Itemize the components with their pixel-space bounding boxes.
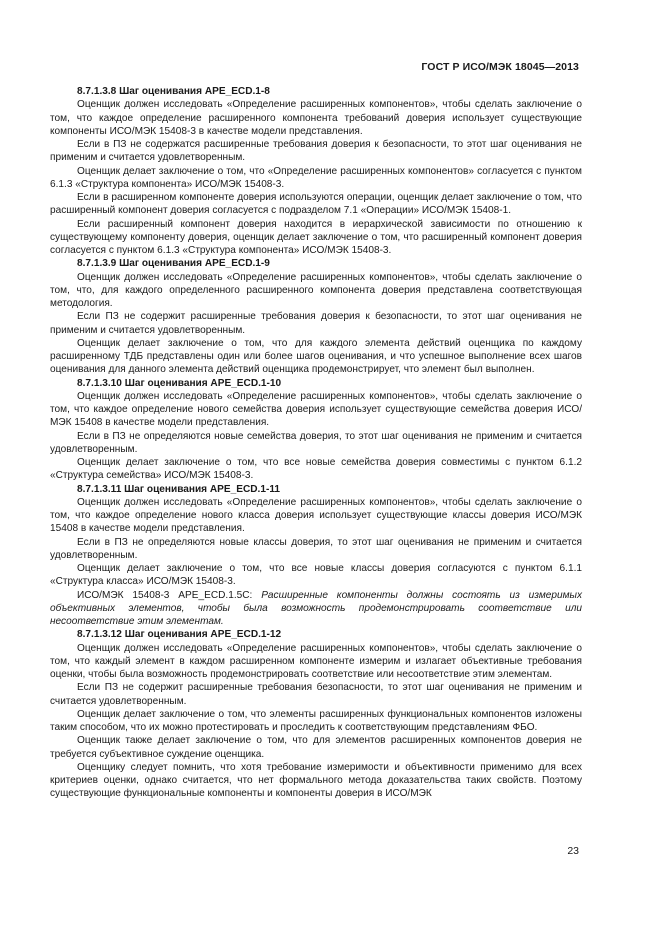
paragraph: Оценщик должен исследовать «Определение расширенных компонентов», чтобы сделать заключение о том, что каждое определение нового семейства доверия использует существующие семейства доверия ИСО/МЭК 15408 в качестве модели представления.: [50, 390, 582, 429]
paragraph: Если в ПЗ не содержатся расширенные требования доверия к безопасности, то этот шаг оценивания не применим и считается удовлетворенным.: [50, 139, 582, 164]
section-heading: 8.7.1.3.9 Шаг оценивания APE_ECD.1-9: [77, 258, 270, 270]
requirement-note: [50, 589, 582, 629]
paragraph: Если в ПЗ не определяются новые классы доверия, то этот шаг оценивания не применим и считается удовлетворенным.: [50, 536, 582, 561]
paragraph: Если ПЗ не содержит расширенные требования безопасности, то этот шаг оценивания не применим и считается удовлетворенным.: [50, 682, 582, 707]
paragraph: Оценщик должен исследовать «Определение расширенных компонентов», чтобы сделать заключение о том, что каждое определение нового класса доверия использует существующие классы доверия ИСО/МЭК 15408 в качестве модели представления.: [50, 496, 582, 535]
section-heading: 8.7.1.3.8 Шаг оценивания APE_ECD.1-8: [77, 86, 270, 97]
paragraph: Оценщик делает заключение о том, что «Определение расширенных компонентов» согласуется с пунктом 6.1.3 «Структура компонента» ИСО/МЭК 15408-3.: [50, 165, 582, 190]
paragraph: Оценщик делает заключение о том, что для каждого элемента действий оценщика по каждому расширенному ТДБ представлены один или более шагов оценивания, и что успешное выполнение всех шагов оценивания для данного элемента действий оценщика продемонстрирует, что элемент был выполнен.: [50, 337, 582, 376]
paragraph: Оценщик должен исследовать «Определение расширенных компонентов», чтобы сделать заключение о том, что каждый элемент в каждом расширенном компоненте измерим и излагает объективные требования оценки, чтобы была возможность продемонстрировать соответствие или несоответствие этим элементам.: [50, 642, 582, 680]
paragraph: Оценщик должен исследовать «Определение расширенных компонентов», чтобы сделать заключение о том, что каждое определение расширенного компонента требований доверия использует существующие компоненты ИСО/МЭК 15408-3 в качестве модели представления.: [50, 99, 582, 137]
paragraph: Если ПЗ не содержит расширенные требования доверия к безопасности, то этот шаг оценивания не применим и считается удовлетворенным.: [50, 311, 582, 336]
paragraph: Если в расширенном компоненте доверия используются операции, оценщик делает заключение о том, что расширенный компонент доверия согласуется с подразделом 7.1 «Операции» ИСО/МЭК 15408-1.: [50, 192, 582, 217]
requirement-note-text: Расширенные компоненты должны состоять из измеримых объективных элементов, чтобы была возможность продемонстрировать соответствие или несоответствие этим элементам.: [50, 589, 582, 627]
section-heading: 8.7.1.3.11 Шаг оценивания APE_ECD.1-11: [77, 483, 281, 495]
paragraph: Если расширенный компонент доверия находится в иерархической зависимости по отношению к существующему компоненту доверия, оценщик делает заключение о том, что расширенный компонент доверия согласуется с пунктом 6.1.3 «Структура компонента» ИСО/МЭК 15408-3.: [50, 218, 582, 256]
paragraph: Оценщик должен исследовать «Определение расширенных компонентов», чтобы сделать заключение о том, что, для каждого определенного расширенного компонента доверия представлена соответствующая методология.: [50, 271, 582, 309]
paragraph: Оценщику следует помнить, что хотя требование измеримости и объективности применимо для всех критериев оценки, однако считается, что нет формального метода доказательства таких свойств. Поэтому существующие функциональные компоненты и компоненты доверия в ИСО/МЭК: [50, 761, 582, 800]
requirement-note-ref: ИСО/МЭК 15408-3 APE_ECD.1.5C:: [77, 589, 262, 601]
page-number: 23: [567, 845, 579, 857]
paragraph: Если в ПЗ не определяются новые семейства доверия, то этот шаг оценивания не применим и считается удовлетворенным.: [50, 430, 582, 455]
paragraph: Оценщик делает заключение о том, что все новые семейства доверия совместимы с пунктом 6.1.2 «Структура семейства» ИСО/МЭК 15408-3.: [50, 457, 582, 482]
paragraph: Оценщик также делает заключение о том, что для элементов расширенных компонентов доверия не требуется субъективное суждение оценщика.: [50, 735, 582, 760]
section-heading: 8.7.1.3.10 Шаг оценивания APE_ECD.1-10: [77, 377, 282, 389]
running-header: ГОСТ Р ИСО/МЭК 18045—2013: [421, 61, 579, 73]
paragraph: Оценщик делает заключение о том, что все новые классы доверия согласуются с пунктом 6.1.1 «Структура класса» ИСО/МЭК 15408-3.: [50, 563, 582, 588]
section-heading: 8.7.1.3.12 Шаг оценивания APE_ECD.1-12: [77, 629, 282, 641]
page-body: [50, 85, 582, 801]
paragraph: Оценщик делает заключение о том, что элементы расширенных функциональных компонентов изложены таким способом, что их можно протестировать и проследить к соответствующим представлениям ФБО.: [50, 708, 582, 733]
